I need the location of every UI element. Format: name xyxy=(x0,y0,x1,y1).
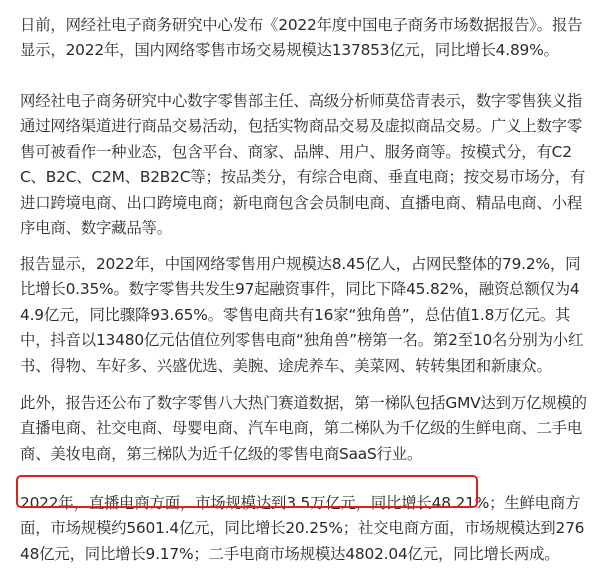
paragraph-user-scale: 报告显示，2022年，中国网络零售用户规模达8.45亿人，占网民整体的79.2%，同比增长0.35%。数字零售共发生97起融资事件，同比下降45.82%，融资总额仅为44.9亿元，同比骤降93.65%。零售电商共有16家“独角兽”，总估值1.8万亿元。其中，抖音以13480亿元估值位列零售电商“独角兽”榜第一名。第2至10名分别为小红书、得物、车好多、兴盛优选、美腕、途虎养车、美菜网、转转集团和新康众。 xyxy=(20,255,584,375)
paragraph-hot-tracks: 此外，报告还公布了数字零售八大热门赛道数据，第一梯队包括GMV达到万亿规模的直播电商、社交电商、母婴电商、汽车电商，第二梯队为千亿级的生鲜电商、二手电商、美妆电商，第三梯队为近千亿级的零售电商SaaS行业。 xyxy=(20,394,587,463)
paragraph-definition: 网经社电子商务研究中心数字零售部主任、高级分析师莫岱青表示，数字零售狭义指通过网络渠道进行商品交易活动，包括实物商品交易及虚拟商品交易。广义上数字零售可被看作一种业态，包含平台、商家、品牌、用户、服务商等。按模式分，有C2C、B2C、C2M、B2B2C等；按品类分，有综合电商、垂直电商；按交易市场分，有进口跨境电商、出口跨境电商；新电商包含会员制电商、直播电商、精品电商、小程序电商、数字藏品等。 xyxy=(20,92,586,238)
paragraph-report-release: 日前，网经社电子商务研究中心发布《2022年度中国电子商务市场数据报告》。报告显示，2022年，国内网络零售市场交易规模达137853亿元，同比增长4.89%。 xyxy=(20,16,583,60)
highlight-annotation-box xyxy=(16,475,478,508)
paragraph-market-figures: 2022年，直播电商方面，市场规模达到3.5万亿元，同比增长48.21%；生鲜电商方面，市场规模约5601.4亿元，同比增长20.25%；社交电商方面，市场规模达到27648亿元，同比增长9.17%；二手电商市场规模达4802.04亿元，同比增长两成。 xyxy=(20,494,585,563)
